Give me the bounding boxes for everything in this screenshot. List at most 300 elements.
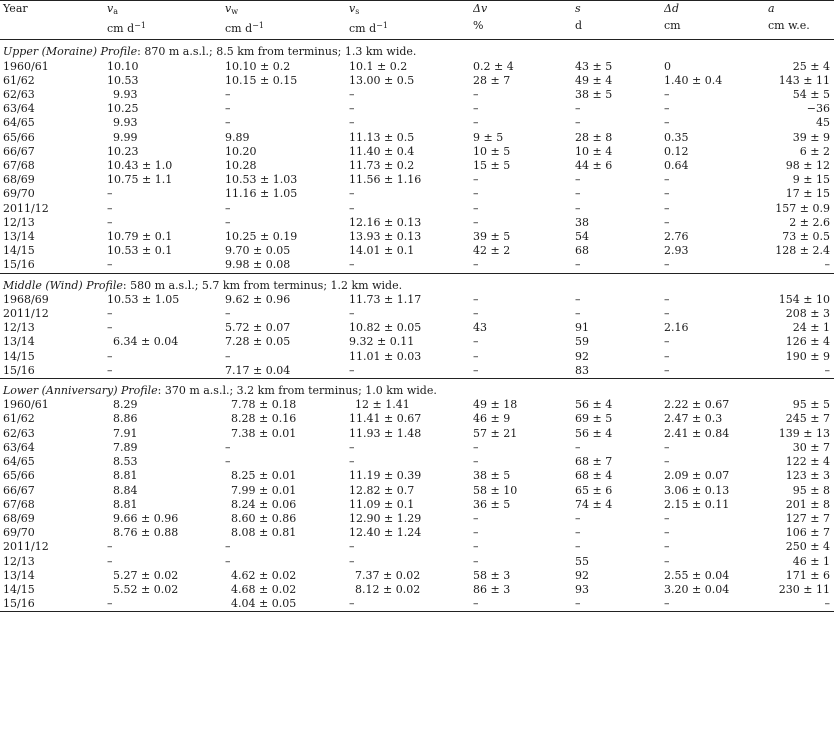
table-cell bbox=[473, 540, 575, 554]
table-cell-value: 11.56 ± 1.16 bbox=[349, 173, 422, 187]
table-cell-value: – bbox=[349, 258, 355, 272]
table-cell bbox=[664, 441, 768, 455]
table-cell-value: – bbox=[664, 173, 670, 187]
table-cell bbox=[473, 427, 575, 441]
table-row bbox=[0, 597, 834, 612]
table-cell bbox=[473, 102, 575, 116]
table-cell bbox=[473, 469, 575, 483]
table-cell-value: −36 bbox=[806, 102, 830, 116]
table-cell bbox=[768, 216, 834, 230]
table-cell-value: 9.99 bbox=[113, 130, 138, 144]
table-cell bbox=[768, 350, 834, 364]
table-cell bbox=[107, 187, 225, 201]
table-cell bbox=[349, 427, 473, 441]
table-cell bbox=[768, 258, 834, 273]
table-cell bbox=[349, 484, 473, 498]
table-cell-value: 15/16 bbox=[3, 597, 35, 611]
table-cell bbox=[0, 258, 107, 273]
table-cell bbox=[0, 102, 107, 116]
table-cell-value: 28 ± 7 bbox=[473, 73, 511, 87]
table-cell-value: – bbox=[225, 201, 231, 215]
table-cell bbox=[575, 412, 664, 426]
table-cell bbox=[107, 427, 225, 441]
table-cell-value: 10.79 ± 0.1 bbox=[107, 230, 173, 244]
table-cell-value: 0.64 bbox=[664, 159, 689, 173]
table-row bbox=[0, 293, 834, 307]
table-cell-value: 10.75 ± 1.1 bbox=[107, 173, 173, 187]
table-cell-value: – bbox=[664, 511, 670, 525]
table-cell-value: 92 bbox=[575, 568, 589, 582]
table-cell bbox=[473, 244, 575, 258]
table-cell bbox=[349, 202, 473, 216]
column-unit-5 bbox=[575, 19, 664, 40]
table-cell bbox=[664, 102, 768, 116]
column-unit-label: cm d bbox=[349, 22, 377, 36]
table-cell bbox=[768, 244, 834, 258]
table-cell bbox=[664, 131, 768, 145]
table-cell bbox=[768, 569, 834, 583]
table-cell-value: – bbox=[473, 173, 479, 187]
table-cell-value: – bbox=[664, 349, 670, 363]
table-cell-value: 12/13 bbox=[3, 321, 35, 335]
table-cell-value: 0.2 ± 4 bbox=[473, 59, 514, 73]
table-cell bbox=[768, 60, 834, 74]
table-cell-value: – bbox=[575, 526, 581, 540]
table-cell-value: 98 ± 12 bbox=[785, 159, 830, 173]
table-cell-value: 2.16 bbox=[664, 321, 689, 335]
table-cell bbox=[225, 244, 349, 258]
table-row bbox=[0, 555, 834, 569]
table-cell bbox=[664, 187, 768, 201]
table-cell-value: 58 ± 3 bbox=[473, 568, 511, 582]
table-cell bbox=[768, 469, 834, 483]
table-cell-value: 201 ± 8 bbox=[785, 497, 830, 511]
table-cell-value: 68 bbox=[575, 244, 589, 258]
table-cell-value: 66/67 bbox=[3, 483, 35, 497]
table-cell bbox=[575, 597, 664, 612]
column-header-5 bbox=[575, 1, 664, 20]
table-cell bbox=[473, 583, 575, 597]
table-cell-value: 4.04 ± 0.05 bbox=[231, 597, 297, 611]
table-cell-value: 39 ± 9 bbox=[792, 130, 830, 144]
table-cell bbox=[349, 498, 473, 512]
table-cell bbox=[107, 321, 225, 335]
table-cell bbox=[0, 60, 107, 74]
table-cell bbox=[664, 412, 768, 426]
table-cell bbox=[575, 187, 664, 201]
table-cell bbox=[349, 307, 473, 321]
table-cell-value: 36 ± 5 bbox=[473, 497, 511, 511]
table-cell-value: – bbox=[575, 597, 581, 611]
table-cell bbox=[473, 526, 575, 540]
table-cell-value: 61/62 bbox=[3, 73, 35, 87]
table-cell-value: 57 ± 21 bbox=[473, 426, 518, 440]
table-cell bbox=[473, 441, 575, 455]
table-cell bbox=[768, 131, 834, 145]
table-cell-value: 54 bbox=[575, 230, 589, 244]
table-cell bbox=[768, 321, 834, 335]
table-cell-value: – bbox=[349, 307, 355, 321]
column-header-symbol: a bbox=[768, 2, 775, 15]
table-cell-value: 12/13 bbox=[3, 554, 35, 568]
table-cell-value: 11.40 ± 0.4 bbox=[349, 144, 415, 158]
table-cell-value: 10.82 ± 0.05 bbox=[349, 321, 422, 335]
table-cell-value: – bbox=[575, 292, 581, 306]
table-cell bbox=[768, 364, 834, 379]
table-cell bbox=[349, 526, 473, 540]
table-cell bbox=[0, 74, 107, 88]
table-cell-value: – bbox=[473, 307, 479, 321]
column-unit-0 bbox=[0, 19, 107, 40]
table-cell-value: 62/63 bbox=[3, 88, 35, 102]
table-cell bbox=[575, 60, 664, 74]
table-cell bbox=[107, 244, 225, 258]
table-cell bbox=[664, 173, 768, 187]
table-cell-value: 4.62 ± 0.02 bbox=[231, 568, 297, 582]
column-unit-1 bbox=[107, 19, 225, 40]
table-cell bbox=[225, 569, 349, 583]
table-cell bbox=[575, 293, 664, 307]
table-cell bbox=[473, 307, 575, 321]
table-cell bbox=[0, 216, 107, 230]
table-cell bbox=[575, 555, 664, 569]
table-row bbox=[0, 244, 834, 258]
table-cell bbox=[768, 307, 834, 321]
table-cell bbox=[473, 498, 575, 512]
table-cell-value: 46 ± 9 bbox=[473, 412, 511, 426]
table-cell bbox=[107, 398, 225, 412]
table-cell-value: 11.09 ± 0.1 bbox=[349, 497, 415, 511]
table-cell bbox=[575, 102, 664, 116]
section-description: : 370 m a.s.l.; 3.2 km from terminus; 1.0 km wide. bbox=[157, 384, 437, 398]
table-cell-value: – bbox=[575, 440, 581, 454]
table-cell-value: 2.47 ± 0.3 bbox=[664, 412, 723, 426]
table-cell bbox=[0, 173, 107, 187]
table-cell-value: – bbox=[664, 307, 670, 321]
table-cell bbox=[225, 455, 349, 469]
table-cell-value: 43 ± 5 bbox=[575, 59, 613, 73]
table-cell bbox=[768, 116, 834, 130]
table-cell-value: 9.66 ± 0.96 bbox=[113, 511, 179, 525]
column-header-3 bbox=[349, 1, 473, 20]
table-cell-value: 139 ± 13 bbox=[778, 426, 830, 440]
table-row bbox=[0, 569, 834, 583]
table-cell bbox=[664, 293, 768, 307]
column-unit-label: cm d bbox=[225, 22, 253, 36]
table-cell-value: 4.68 ± 0.02 bbox=[231, 582, 297, 596]
table-cell-value: 10.10 bbox=[107, 59, 139, 73]
table-cell bbox=[107, 258, 225, 273]
table-cell bbox=[575, 307, 664, 321]
table-cell bbox=[225, 469, 349, 483]
table-cell-value: 69/70 bbox=[3, 526, 35, 540]
table-cell bbox=[768, 555, 834, 569]
table-cell-value: 42 ± 2 bbox=[473, 244, 511, 258]
table-cell-value: 7.91 bbox=[113, 426, 138, 440]
table-cell bbox=[225, 74, 349, 88]
table-cell-value: 62/63 bbox=[3, 426, 35, 440]
table-cell bbox=[0, 187, 107, 201]
table-cell bbox=[349, 216, 473, 230]
table-cell-value: 0 bbox=[664, 59, 671, 73]
table-cell bbox=[349, 321, 473, 335]
table-cell bbox=[107, 216, 225, 230]
table-cell bbox=[349, 350, 473, 364]
table-cell-value: 2011/12 bbox=[3, 540, 49, 554]
table-cell-value: 10.43 ± 1.0 bbox=[107, 159, 173, 173]
table-row bbox=[0, 258, 834, 273]
table-cell bbox=[664, 427, 768, 441]
table-cell-value: – bbox=[824, 363, 830, 377]
table-cell-value: 6.34 ± 0.04 bbox=[113, 335, 179, 349]
table-cell-value: – bbox=[349, 597, 355, 611]
table-cell-value: 2.76 bbox=[664, 230, 689, 244]
table-cell bbox=[225, 441, 349, 455]
table-cell-value: 11.93 ± 1.48 bbox=[349, 426, 422, 440]
table-cell bbox=[349, 583, 473, 597]
table-cell-value: 86 ± 3 bbox=[473, 582, 511, 596]
table-cell-value: – bbox=[664, 597, 670, 611]
table-cell-value: 8.60 ± 0.86 bbox=[231, 511, 297, 525]
table-cell bbox=[225, 131, 349, 145]
column-unit-superscript: −1 bbox=[376, 21, 388, 31]
table-cell bbox=[0, 88, 107, 102]
table-cell-value: 10 ± 4 bbox=[575, 144, 613, 158]
table-cell bbox=[473, 230, 575, 244]
table-cell-value: 68 ± 7 bbox=[575, 455, 613, 469]
table-cell-value: 10.20 bbox=[225, 144, 257, 158]
table-cell bbox=[575, 526, 664, 540]
table-cell bbox=[768, 335, 834, 349]
table-cell bbox=[0, 364, 107, 379]
table-cell bbox=[107, 540, 225, 554]
table-cell bbox=[0, 350, 107, 364]
table-cell bbox=[225, 216, 349, 230]
table-cell-value: 2.93 bbox=[664, 244, 689, 258]
table-cell bbox=[107, 307, 225, 321]
column-header-subscript: s bbox=[355, 7, 360, 16]
table-cell bbox=[768, 498, 834, 512]
table-cell-value: 67/68 bbox=[3, 159, 35, 173]
table-cell-value: – bbox=[473, 349, 479, 363]
table-cell-value: 55 bbox=[575, 554, 589, 568]
table-row bbox=[0, 540, 834, 554]
table-cell bbox=[225, 321, 349, 335]
table-cell-value: 14/15 bbox=[3, 349, 35, 363]
table-cell-value: 73 ± 0.5 bbox=[782, 230, 830, 244]
table-cell bbox=[664, 202, 768, 216]
table-cell-value: 3.20 ± 0.04 bbox=[664, 582, 730, 596]
table-cell-value: 63/64 bbox=[3, 440, 35, 454]
table-cell bbox=[473, 60, 575, 74]
table-cell bbox=[473, 145, 575, 159]
table-cell bbox=[349, 187, 473, 201]
table-cell bbox=[107, 202, 225, 216]
table-cell bbox=[664, 321, 768, 335]
table-cell-value: – bbox=[473, 540, 479, 554]
table-cell-value: – bbox=[473, 116, 479, 130]
table-cell-value: – bbox=[473, 292, 479, 306]
table-cell bbox=[0, 512, 107, 526]
table-cell bbox=[473, 187, 575, 201]
table-cell-value: 9.98 ± 0.08 bbox=[225, 258, 291, 272]
table-cell-value: 128 ± 2.4 bbox=[775, 244, 830, 258]
table-cell bbox=[349, 569, 473, 583]
table-cell-value: – bbox=[824, 258, 830, 272]
table-row bbox=[0, 335, 834, 349]
table-cell bbox=[664, 244, 768, 258]
table-cell bbox=[0, 427, 107, 441]
table-cell-value: 7.99 ± 0.01 bbox=[231, 483, 297, 497]
table-cell-value: – bbox=[575, 173, 581, 187]
table-cell-value: 6 ± 2 bbox=[799, 144, 830, 158]
table-cell-value: 10 ± 5 bbox=[473, 144, 511, 158]
table-cell bbox=[225, 526, 349, 540]
table-cell bbox=[349, 455, 473, 469]
column-header-2 bbox=[225, 1, 349, 20]
table-cell-value: 7.78 ± 0.18 bbox=[231, 398, 297, 412]
table-cell bbox=[768, 187, 834, 201]
table-cell-value: 1960/61 bbox=[3, 59, 49, 73]
table-cell-value: – bbox=[473, 335, 479, 349]
table-cell-value: 208 ± 3 bbox=[785, 307, 830, 321]
table-cell-value: 10.28 bbox=[225, 159, 257, 173]
table-cell-value: 10.15 ± 0.15 bbox=[225, 73, 298, 87]
table-cell-value: – bbox=[473, 201, 479, 215]
table-cell-value: – bbox=[575, 102, 581, 116]
table-cell-value: – bbox=[473, 187, 479, 201]
table-cell-value: 122 ± 4 bbox=[785, 455, 830, 469]
table-cell bbox=[473, 335, 575, 349]
table-cell-value: 126 ± 4 bbox=[785, 335, 830, 349]
table-cell bbox=[768, 202, 834, 216]
table-cell bbox=[349, 173, 473, 187]
table-cell-value: 12.90 ± 1.29 bbox=[349, 511, 422, 525]
section-header-row bbox=[0, 379, 834, 399]
table-cell bbox=[225, 145, 349, 159]
table-cell bbox=[349, 335, 473, 349]
table-cell bbox=[225, 293, 349, 307]
table-cell bbox=[473, 293, 575, 307]
table-cell bbox=[349, 230, 473, 244]
table-cell-value: – bbox=[575, 116, 581, 130]
table-cell-value: – bbox=[107, 321, 113, 335]
table-cell-value: – bbox=[225, 307, 231, 321]
table-cell bbox=[473, 216, 575, 230]
table-cell-value: 250 ± 4 bbox=[785, 540, 830, 554]
table-cell bbox=[349, 74, 473, 88]
table-cell-value: 7.28 ± 0.05 bbox=[225, 335, 291, 349]
column-unit-label: cm w.e. bbox=[768, 19, 810, 33]
column-header-label: Year bbox=[3, 2, 28, 15]
table-cell-value: – bbox=[664, 526, 670, 540]
table-cell-value: – bbox=[664, 455, 670, 469]
table-cell bbox=[225, 555, 349, 569]
table-cell-value: 11.19 ± 0.39 bbox=[349, 469, 422, 483]
table-cell-value: – bbox=[225, 540, 231, 554]
table-cell bbox=[107, 583, 225, 597]
table-cell bbox=[349, 555, 473, 569]
table-cell bbox=[107, 88, 225, 102]
table-cell-value: 10.53 ± 1.03 bbox=[225, 173, 298, 187]
table-cell bbox=[225, 350, 349, 364]
table-cell bbox=[107, 484, 225, 498]
column-unit-7 bbox=[768, 19, 834, 40]
table-cell-value: 91 bbox=[575, 321, 589, 335]
table-cell-value: 54 ± 5 bbox=[792, 88, 830, 102]
table-cell-value: 9.62 ± 0.96 bbox=[225, 292, 291, 306]
table-cell-value: 38 ± 5 bbox=[473, 469, 511, 483]
table-cell bbox=[107, 455, 225, 469]
table-cell bbox=[768, 512, 834, 526]
table-row bbox=[0, 512, 834, 526]
table-cell bbox=[225, 187, 349, 201]
table-cell bbox=[575, 583, 664, 597]
table-cell bbox=[768, 398, 834, 412]
table-cell bbox=[768, 293, 834, 307]
table-cell bbox=[664, 455, 768, 469]
column-header-symbol: Δv bbox=[473, 2, 488, 15]
table-cell bbox=[225, 102, 349, 116]
table-cell-value: 30 ± 7 bbox=[792, 440, 830, 454]
table-cell-value: – bbox=[349, 88, 355, 102]
column-unit-2 bbox=[225, 19, 349, 40]
table-cell-value: – bbox=[349, 440, 355, 454]
table-row bbox=[0, 202, 834, 216]
table-cell-value: 12 ± 1.41 bbox=[355, 398, 410, 412]
table-cell bbox=[107, 230, 225, 244]
table-cell-value: – bbox=[824, 597, 830, 611]
table-cell bbox=[0, 202, 107, 216]
table-cell bbox=[225, 159, 349, 173]
table-cell-value: 12.40 ± 1.24 bbox=[349, 526, 422, 540]
table-cell-value: – bbox=[575, 187, 581, 201]
table-row bbox=[0, 364, 834, 379]
table-cell-value: 230 ± 11 bbox=[778, 582, 830, 596]
table-cell bbox=[575, 131, 664, 145]
table-cell bbox=[664, 469, 768, 483]
table-cell bbox=[768, 455, 834, 469]
table-cell-value: 12.16 ± 0.13 bbox=[349, 215, 422, 229]
table-cell-value: 68/69 bbox=[3, 173, 35, 187]
table-cell bbox=[0, 597, 107, 612]
table-cell-value: – bbox=[473, 215, 479, 229]
table-cell-value: – bbox=[664, 201, 670, 215]
table-cell bbox=[349, 258, 473, 273]
table-cell-value: 49 ± 4 bbox=[575, 73, 613, 87]
table-cell-value: – bbox=[107, 215, 113, 229]
table-row bbox=[0, 469, 834, 483]
section-description: : 870 m a.s.l.; 8.5 km from terminus; 1.3 km wide. bbox=[137, 45, 417, 59]
table-row bbox=[0, 398, 834, 412]
table-cell-value: – bbox=[225, 440, 231, 454]
table-cell-value: 65/66 bbox=[3, 130, 35, 144]
table-cell-value: 11.16 ± 1.05 bbox=[225, 187, 298, 201]
table-cell-value: 39 ± 5 bbox=[473, 230, 511, 244]
table-cell-value: 11.41 ± 0.67 bbox=[349, 412, 422, 426]
table-cell-value: – bbox=[107, 554, 113, 568]
table-cell-value: 12.82 ± 0.7 bbox=[349, 483, 415, 497]
table-cell bbox=[575, 441, 664, 455]
table-cell bbox=[575, 244, 664, 258]
table-cell bbox=[225, 540, 349, 554]
table-cell-value: 61/62 bbox=[3, 412, 35, 426]
table-cell-value: – bbox=[473, 554, 479, 568]
column-header-7 bbox=[768, 1, 834, 20]
table-cell bbox=[349, 116, 473, 130]
table-cell bbox=[225, 116, 349, 130]
table-row bbox=[0, 131, 834, 145]
